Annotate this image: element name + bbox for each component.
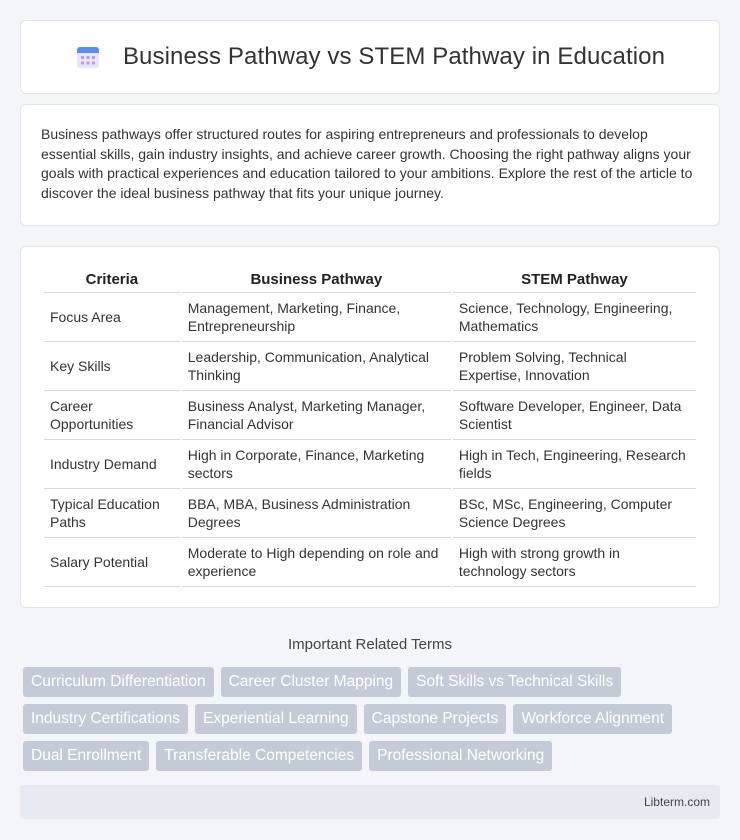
row-business: BBA, MBA, Business Administration Degrees [182, 489, 451, 538]
table-row [44, 293, 696, 342]
term-tag[interactable]: Professional Networking [369, 741, 552, 771]
term-tag[interactable]: Soft Skills vs Technical Skills [408, 667, 621, 697]
comparison-table [42, 265, 698, 587]
term-tag[interactable]: Curriculum Differentiation [23, 667, 214, 697]
header-card [20, 20, 720, 94]
term-tag[interactable]: Career Cluster Mapping [221, 667, 402, 697]
row-business: Management, Marketing, Finance, Entrepreneurship [182, 293, 451, 342]
row-criteria: Key Skills [44, 342, 180, 391]
table-row [44, 489, 696, 538]
term-tag[interactable]: Capstone Projects [364, 704, 507, 734]
table-row [44, 391, 696, 440]
table-row [44, 440, 696, 489]
row-stem: Science, Technology, Engineering, Mathematics [453, 293, 696, 342]
row-business: High in Corporate, Finance, Marketing sectors [182, 440, 451, 489]
header-business: Business Pathway [182, 265, 451, 293]
comparison-table-card [20, 246, 720, 608]
table-header-row [44, 265, 696, 293]
related-terms-list [20, 667, 720, 771]
term-tag[interactable]: Industry Certifications [23, 704, 188, 734]
intro-card [20, 104, 720, 226]
header-stem: STEM Pathway [453, 265, 696, 293]
term-tag[interactable]: Workforce Alignment [513, 704, 672, 734]
row-criteria: Career Opportunities [44, 391, 180, 440]
table-row [44, 342, 696, 391]
row-criteria: Salary Potential [44, 538, 180, 587]
header-criteria: Criteria [44, 265, 180, 293]
row-business: Business Analyst, Marketing Manager, Financial Advisor [182, 391, 451, 440]
footer-site-link[interactable]: Libterm.com [643, 795, 710, 809]
page-title: Business Pathway vs STEM Pathway in Education [122, 43, 666, 70]
row-business: Leadership, Communication, Analytical Thinking [182, 342, 451, 391]
row-stem: High in Tech, Engineering, Research fields [453, 440, 696, 489]
term-tag[interactable]: Experiential Learning [195, 704, 357, 734]
row-stem: BSc, MSc, Engineering, Computer Science Degrees [453, 489, 696, 538]
row-stem: Software Developer, Engineer, Data Scientist [453, 391, 696, 440]
row-stem: High with strong growth in technology sectors [453, 538, 696, 587]
row-criteria: Typical Education Paths [44, 489, 180, 538]
term-tag[interactable]: Dual Enrollment [23, 741, 149, 771]
calendar-icon [75, 44, 101, 70]
row-business: Moderate to High depending on role and experience [182, 538, 451, 587]
footer [20, 785, 720, 819]
term-tag[interactable]: Transferable Competencies [156, 741, 362, 771]
row-criteria: Focus Area [44, 293, 180, 342]
row-criteria: Industry Demand [44, 440, 180, 489]
intro-text: Business pathways offer structured routes for aspiring entrepreneurs and professionals to develop essential skills, gain industry insights, and achieve career growth. Choosing the right pathway aligns your goals with practical experiences and education tailored to your ambitions. Explore the rest of the article to discover the ideal business pathway that fits your unique journey. [41, 126, 693, 201]
table-row [44, 538, 696, 587]
related-terms-title: Important Related Terms [288, 636, 452, 653]
row-stem: Problem Solving, Technical Expertise, Innovation [453, 342, 696, 391]
